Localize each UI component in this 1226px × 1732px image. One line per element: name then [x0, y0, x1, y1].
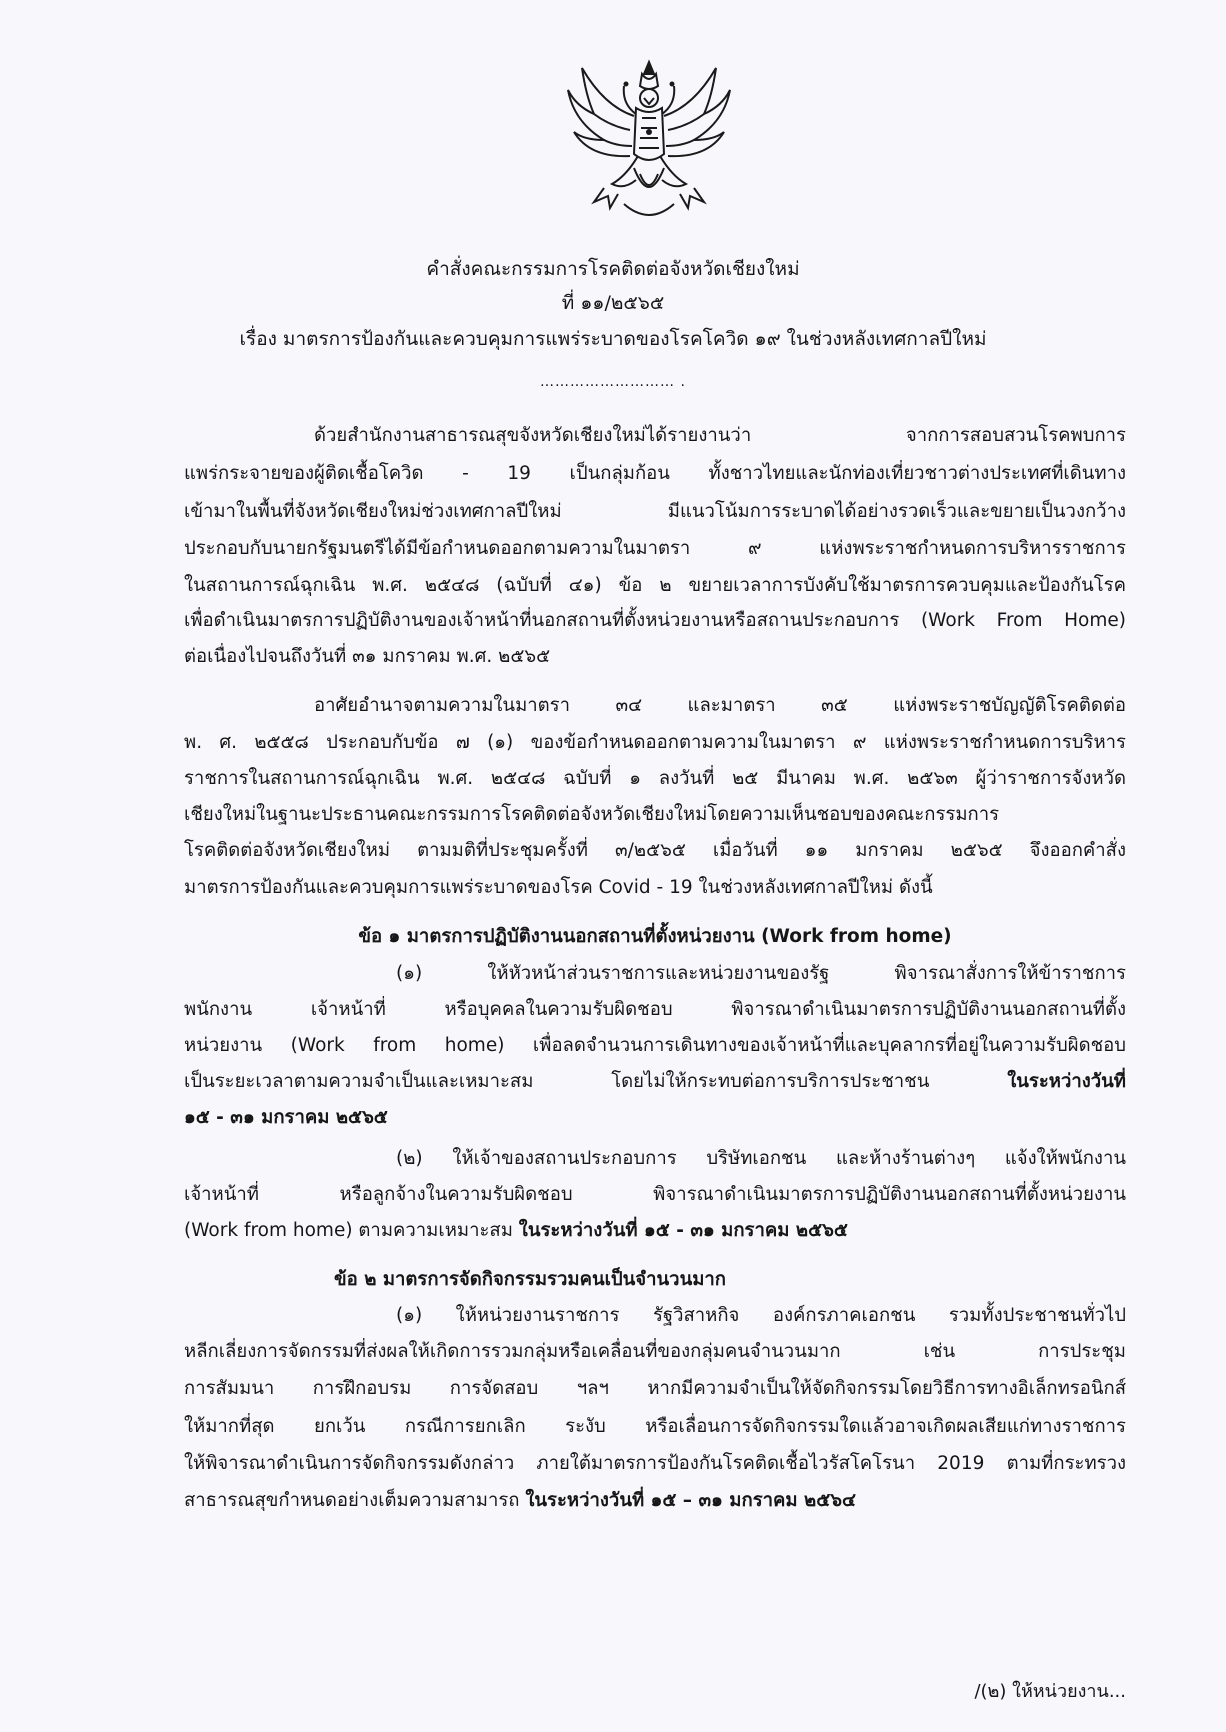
section2-item1-line: (๑) ให้หน่วยงานราชการ รัฐวิสาหกิจ องค์กรภาคเอกชน รวมทั้งประชาชนทั่วไป	[396, 1305, 1126, 1326]
section1-item1-line: พนักงาน เจ้าหน้าที่ หรือบุคคลในความรับผิดชอบ พิจารณาดำเนินมาตรการปฏิบัติงานนอกสถานที่ตั้ง	[184, 999, 1126, 1020]
order-title: คำสั่งคณะกรรมการโรคติดต่อจังหวัดเชียงใหม่	[426, 258, 800, 280]
para2-line: เชียงใหม่ในฐานะประธานคณะกรรมการโรคติดต่อจังหวัดเชียงใหม่โดยความเห็นชอบของคณะกรรมการ	[184, 804, 1000, 825]
section2-item1-line: สาธารณสุขกำหนดอย่างเต็มความสามารถ ในระหว่างวันที่ ๑๕ – ๓๑ มกราคม ๒๕๖๔	[184, 1490, 856, 1511]
continuation-note: /(๒) ให้หน่วยงาน...	[974, 1681, 1126, 1702]
section1-item1-line: หน่วยงาน (Work from home) เพื่อลดจำนวนการเดินทางของเจ้าหน้าที่และบุคลากรที่อยู่ในความรับผิดชอบ	[184, 1035, 1126, 1056]
para2-line: โรคติดต่อจังหวัดเชียงใหม่ ตามมติที่ประชุมครั้งที่ ๓/๒๕๖๕ เมื่อวันที่ ๑๑ มกราคม ๒๕๖๕ จึงออกคำสั่ง	[184, 840, 1126, 861]
para1-line: ต่อเนื่องไปจนถึงวันที่ ๓๑ มกราคม พ.ศ. ๒๕๖๕	[184, 646, 551, 667]
section2-item1-line: ให้มากที่สุด ยกเว้น กรณีการยกเลิก ระงับ หรือเลื่อนการจัดกิจกรรมใดแล้วอาจเกิดผลเสียแก่ทางราชการ	[184, 1416, 1126, 1437]
para2-line: มาตรการป้องกันและควบคุมการแพร่ระบาดของโรค Covid - 19 ในช่วงหลังเทศกาลปีใหม่ ดังนี้	[184, 877, 933, 898]
para1-line: เข้ามาในพื้นที่จังหวัดเชียงใหม่ช่วงเทศกาลปีใหม่ มีแนวโน้มการระบาดได้อย่างรวดเร็วและขยายเป็นวงกว้าง	[184, 501, 1126, 522]
section2-heading: ข้อ ๒ มาตรการจัดกิจกรรมรวมคนเป็นจำนวนมาก	[334, 1269, 727, 1290]
section1-item2-line: (๒) ให้เจ้าของสถานประกอบการ บริษัทเอกชน และห้างร้านต่างๆ แจ้งให้พนักงาน	[396, 1148, 1126, 1169]
para1-line: ในสถานการณ์ฉุกเฉิน พ.ศ. ๒๕๔๘ (ฉบับที่ ๔๑) ข้อ ๒ ขยายเวลาการบังคับใช้มาตรการควบคุมและป้องกันโรค	[184, 575, 1126, 596]
section1-item1-line: ๑๕ - ๓๑ มกราคม ๒๕๖๕	[184, 1107, 388, 1128]
para1-line: ประกอบกับนายกรัฐมนตรีได้มีข้อกำหนดออกตามความในมาตรา ๙ แห่งพระราชกำหนดการบริหารราชการ	[184, 538, 1126, 559]
section1-item1-line: เป็นระยะเวลาตามความจำเป็นและเหมาะสม โดยไม่ให้กระทบต่อการบริการประชาชน ในระหว่างวันที่	[184, 1071, 1126, 1092]
para1-line: ด้วยสำนักงานสาธารณสุขจังหวัดเชียงใหม่ได้รายงานว่า จากการสอบสวนโรคพบการ	[314, 425, 1126, 446]
para2-line: พ. ศ. ๒๕๕๘ ประกอบกับข้อ ๗ (๑) ของข้อกำหนดออกตามความในมาตรา ๙ แห่งพระราชกำหนดการบริหาร	[184, 732, 1126, 753]
order-subject: เรื่อง มาตรการป้องกันและควบคุมการแพร่ระบาดของโรคโควิด ๑๙ ในช่วงหลังเทศกาลปีใหม่	[239, 328, 987, 350]
order-number: ที่ ๑๑/๒๕๖๕	[561, 292, 665, 314]
section1-item1-line: (๑) ให้หัวหน้าส่วนราชการและหน่วยงานของรัฐ พิจารณาสั่งการให้ข้าราชการ	[396, 963, 1126, 984]
section2-item1-line: หลีกเลี่ยงการจัดกรรมที่ส่งผลให้เกิดการรวมกลุ่มหรือเคลื่อนที่ของกลุ่มคนจำนวนมาก เช่น การประชุม	[184, 1341, 1126, 1362]
section1-item2-line: (Work from home) ตามความเหมาะสม ในระหว่างวันที่ ๑๕ - ๓๑ มกราคม ๒๕๖๕	[184, 1220, 848, 1241]
para2-line: อาศัยอำนาจตามความในมาตรา ๓๔ และมาตรา ๓๕ แห่งพระราชบัญญัติโรคติดต่อ	[314, 695, 1126, 716]
para2-line: ราชการในสถานการณ์ฉุกเฉิน พ.ศ. ๒๕๔๘ ฉบับที่ ๑ ลงวันที่ ๒๕ มีนาคม พ.ศ. ๒๕๖๓ ผู้ว่าราชการจังหวัด	[184, 768, 1126, 789]
section1-item2-line: เจ้าหน้าที่ หรือลูกจ้างในความรับผิดชอบ พิจารณาดำเนินมาตรการปฏิบัติงานนอกสถานที่ตั้งหน่วยงาน	[184, 1184, 1126, 1205]
section1-heading: ข้อ ๑ มาตรการปฏิบัติงานนอกสถานที่ตั้งหน่วยงาน (Work from home)	[358, 926, 952, 947]
section2-item1-line: ให้พิจารณาดำเนินการจัดกิจกรรมดังกล่าว ภายใต้มาตรการป้องกันโรคติดเชื้อไวรัสโคโรนา 2019 ตามที่กระทรวง	[184, 1453, 1126, 1474]
para1-line: เพื่อดำเนินมาตรการปฏิบัติงานของเจ้าหน้าที่นอกสถานที่ตั้งหน่วยงานหรือสถานประกอบการ (Work From Home)	[184, 610, 1126, 631]
section2-item1-line: การสัมมนา การฝึกอบรม การจัดสอบ ฯลฯ หากมีความจำเป็นให้จัดกิจกรรมโดยวิธีการทางอิเล็กทรอนิกส์	[184, 1378, 1126, 1399]
para1-line: แพร่กระจายของผู้ติดเชื้อโควิด - 19 เป็นกลุ่มก้อน ทั้งชาวไทยและนักท่องเที่ยวชาวต่างประเทศที่เดินทาง	[184, 463, 1126, 484]
garuda-emblem-icon	[564, 56, 734, 228]
separator: ……………………… .	[540, 374, 686, 390]
